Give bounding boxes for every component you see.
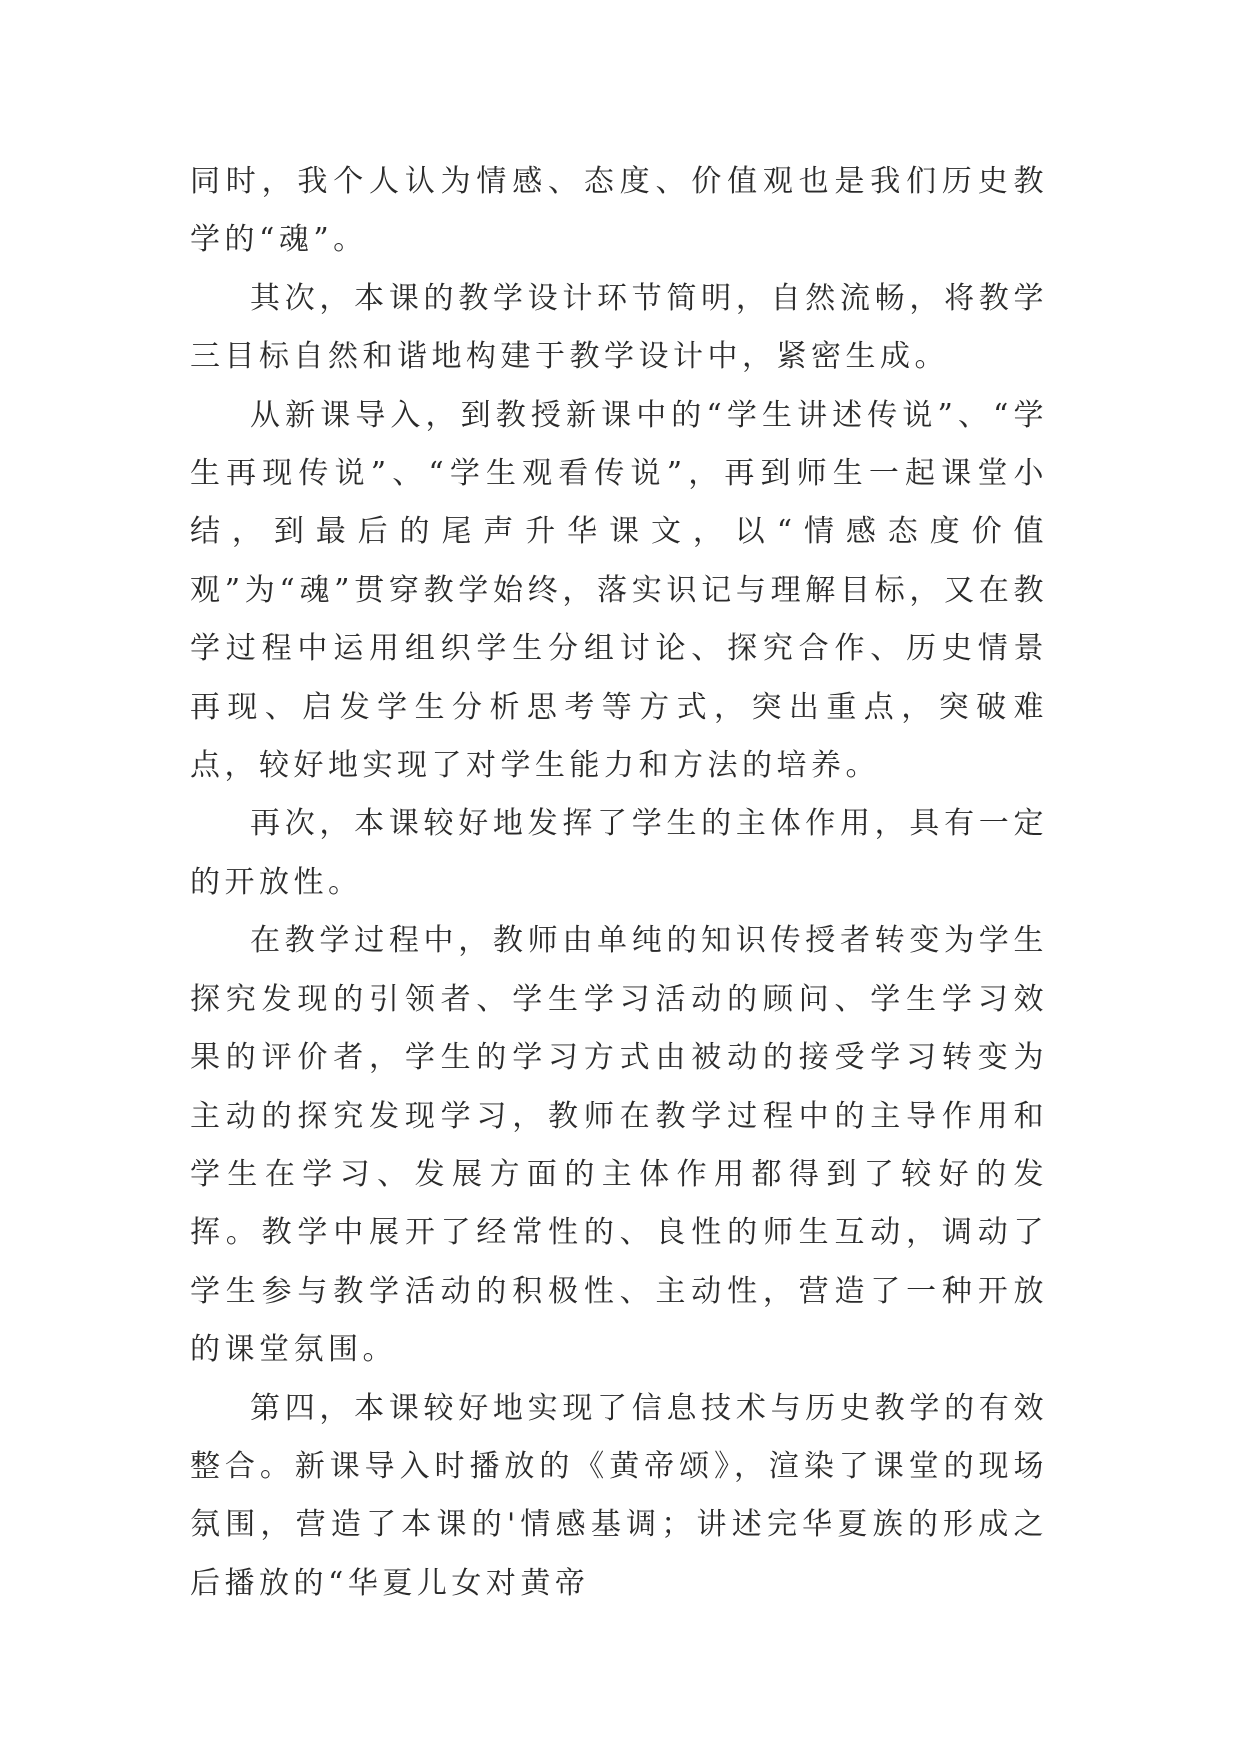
paragraph-5: 在教学过程中，教师由单纯的知识传授者转变为学生探究发现的引领者、学生学习活动的顾问、学生学习效果的评价者，学生的学习方式由被动的接受学习转变为主动的探究发现学习，教师在教学过程中的主导作用和学生在学习、发展方面的主体作用都得到了较好的发挥。教学中展开了经常性的、良性的师生互动，调动了学生参与教学活动的积极性、主动性，营造了一种开放的课堂氛围。 xyxy=(190,923,1048,1368)
paragraph-1: 同时，我个人认为情感、态度、价值观也是我们历史教学的“魂”。 xyxy=(190,164,1048,258)
paragraph-3: 从新课导入，到教授新课中的“学生讲述传说”、“学生再现传说”、“学生观看传说”，再到师生一起课堂小结，到最后的尾声升华课文，以“情感态度价值观”为“魂”贯穿教学始终，落实识记与理解目标，又在教学过程中运用组织学生分组讨论、探究合作、历史情景再现、启发学生分析思考等方式，突出重点，突破难点，较好地实现了对学生能力和方法的培养。 xyxy=(190,397,1048,784)
paragraph-2: 其次，本课的教学设计环节简明，自然流畅，将教学三目标自然和谐地构建于教学设计中，紧密生成。 xyxy=(190,280,1048,375)
paragraph-6: 第四，本课较好地实现了信息技术与历史教学的有效整合。新课导入时播放的《黄帝颂》，渲染了课堂的现场氛围，营造了本课的'情感基调；讲述完华夏族的形成之后播放的“华夏儿女对黄帝 xyxy=(190,1390,1048,1601)
document-body xyxy=(190,153,1048,1613)
paragraph-4: 再次，本课较好地发挥了学生的主体作用，具有一定的开放性。 xyxy=(190,806,1048,900)
